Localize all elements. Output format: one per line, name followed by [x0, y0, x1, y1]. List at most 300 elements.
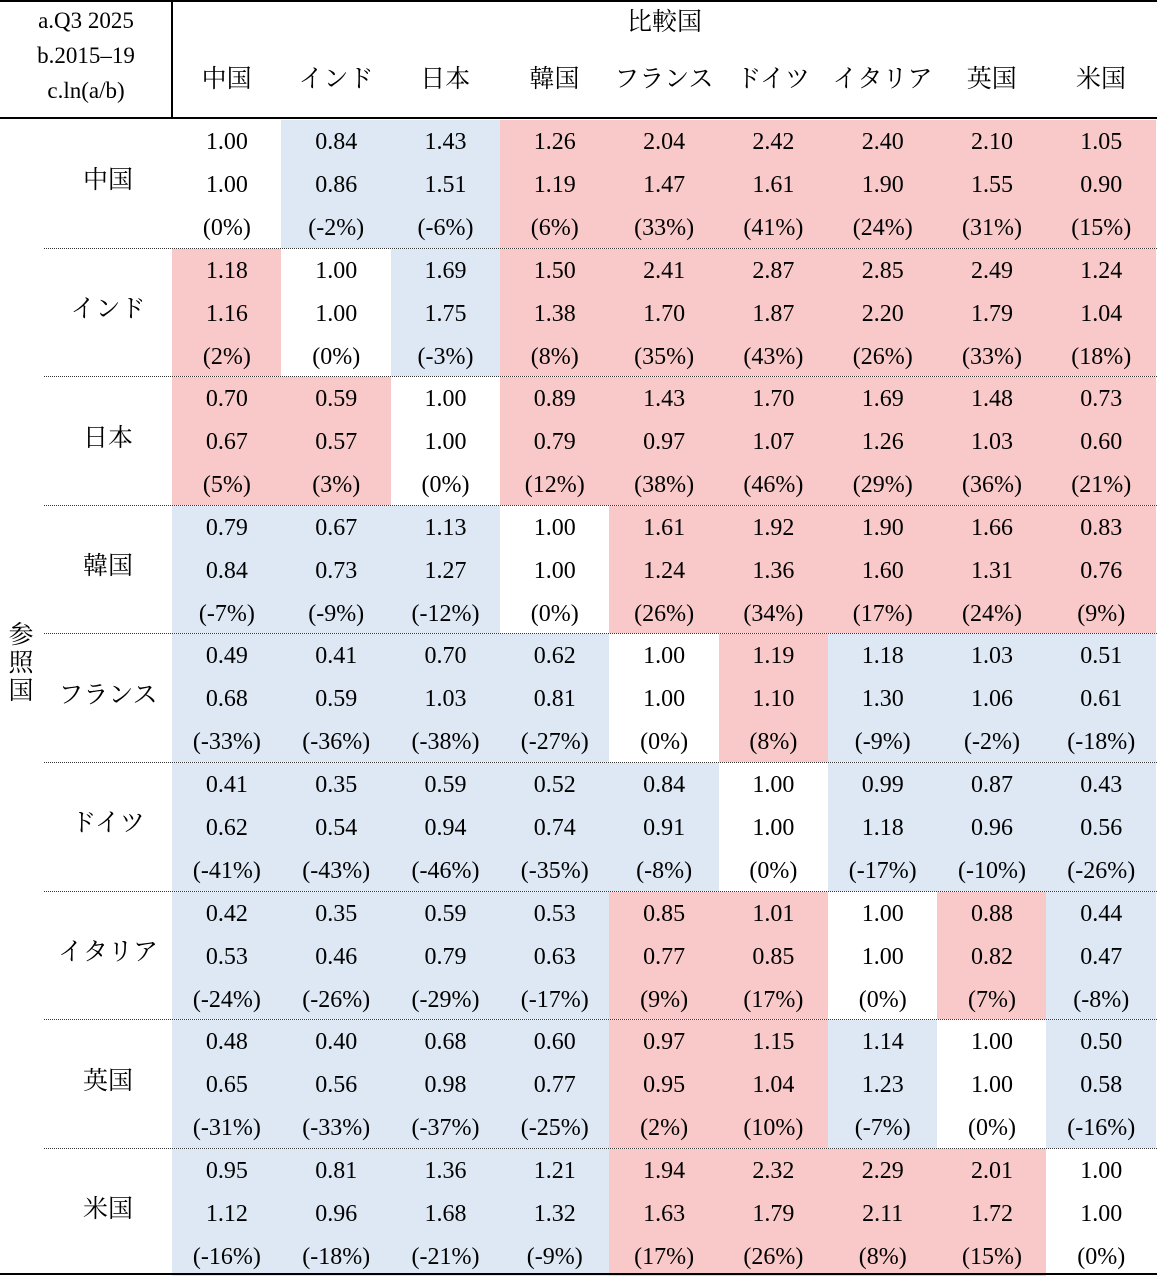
value-c: (-12%) [411, 600, 480, 627]
value-b: 1.61 [752, 172, 795, 198]
table-cell [281, 763, 391, 891]
table-cell [937, 892, 1047, 1020]
value-b: 1.00 [752, 815, 795, 841]
value-b: 0.73 [315, 557, 358, 584]
value-a: 0.87 [970, 772, 1013, 798]
column-header: 韓国 [529, 66, 580, 93]
value-b: 1.16 [205, 300, 248, 327]
table-cell [391, 763, 501, 891]
value-c: (-9%) [526, 1243, 583, 1270]
row-header: ドイツ [71, 810, 145, 838]
value-b: 0.62 [205, 815, 248, 841]
table-cell [281, 120, 391, 248]
value-b: 1.03 [424, 686, 467, 713]
value-a: 1.94 [643, 1157, 686, 1184]
value-a: 0.73 [1080, 386, 1123, 413]
value-c: (17%) [743, 986, 804, 1013]
table-cell [828, 506, 938, 634]
value-a: 0.85 [643, 900, 686, 927]
value-c: (-46%) [411, 858, 480, 884]
value-b: 2.11 [862, 1200, 904, 1227]
table-cell [609, 120, 719, 248]
value-b: 1.79 [970, 300, 1013, 327]
value-a: 1.43 [424, 129, 467, 155]
value-a: 1.03 [970, 643, 1013, 670]
value-b: 0.47 [1080, 943, 1123, 970]
table-cell [281, 377, 391, 505]
value-c: (17%) [634, 1243, 695, 1270]
table-cell [719, 249, 829, 377]
value-b: 1.90 [861, 172, 904, 198]
value-c: (-29%) [411, 986, 480, 1013]
table-cell [828, 120, 938, 248]
value-c: (-38%) [411, 729, 480, 756]
value-a: 2.49 [970, 257, 1013, 284]
top-rule [0, 0, 1157, 2]
value-c: (-33%) [302, 1115, 371, 1142]
table-cell [1046, 120, 1156, 248]
value-c: (-26%) [302, 986, 371, 1013]
value-b: 1.26 [861, 429, 904, 456]
table-cell [391, 892, 501, 1020]
value-c: (-18%) [302, 1243, 371, 1270]
value-c: (29%) [852, 472, 913, 499]
value-a: 1.00 [861, 900, 904, 927]
value-a: 1.00 [970, 1029, 1013, 1056]
value-b: 0.63 [533, 943, 576, 970]
table-cell [609, 634, 719, 762]
value-c: (26%) [634, 600, 695, 627]
table-cell [1046, 763, 1156, 891]
value-b: 1.79 [752, 1200, 795, 1227]
table-cell [172, 892, 282, 1020]
table-cell [281, 249, 391, 377]
value-a: 0.62 [533, 643, 576, 670]
value-c: (12%) [524, 472, 585, 499]
value-b: 1.70 [643, 300, 686, 327]
value-b: 0.56 [315, 1072, 358, 1099]
value-b: 1.38 [533, 300, 576, 327]
table-cell [609, 1020, 719, 1148]
value-b: 0.94 [424, 815, 467, 841]
value-c: (9%) [640, 986, 689, 1013]
value-a: 1.14 [861, 1029, 904, 1056]
value-a: 2.10 [970, 129, 1013, 155]
table-cell [609, 763, 719, 891]
value-b: 0.86 [315, 172, 358, 198]
value-c: (-16%) [192, 1243, 261, 1270]
column-header: インド [298, 66, 374, 93]
value-b: 1.06 [970, 686, 1013, 713]
value-c: (-17%) [848, 858, 917, 884]
table-cell [828, 1149, 938, 1276]
value-c: (-7%) [198, 600, 255, 627]
table-cell [828, 249, 938, 377]
value-c: (24%) [852, 215, 913, 241]
value-b: 0.67 [205, 429, 248, 456]
value-a: 1.00 [424, 386, 467, 413]
value-a: 0.89 [533, 386, 576, 413]
column-header: 中国 [201, 66, 252, 93]
value-a: 0.99 [861, 772, 904, 798]
value-b: 1.00 [533, 557, 576, 584]
bottom-rule [0, 1273, 1157, 1275]
value-b: 0.53 [205, 943, 248, 970]
value-c: (-35%) [520, 858, 589, 884]
row-separator [44, 505, 1157, 506]
value-a: 0.43 [1080, 772, 1123, 798]
value-a: 1.19 [752, 643, 795, 670]
value-b: 1.55 [970, 172, 1013, 198]
table-cell [937, 249, 1047, 377]
value-c: (-36%) [302, 729, 371, 756]
value-c: (38%) [634, 472, 695, 499]
value-c: (18%) [1071, 343, 1132, 370]
value-a: 0.70 [424, 643, 467, 670]
value-a: 1.69 [424, 257, 467, 284]
value-b: 1.30 [861, 686, 904, 713]
table-cell [719, 1149, 829, 1276]
value-c: (0%) [202, 215, 251, 241]
table-cell [719, 892, 829, 1020]
table-cell [1046, 634, 1156, 762]
value-a: 0.35 [315, 772, 358, 798]
table-cell [828, 1020, 938, 1148]
table-cell [500, 377, 610, 505]
value-b: 1.00 [643, 686, 686, 713]
table-cell [937, 1020, 1047, 1148]
value-b: 0.96 [970, 815, 1013, 841]
value-b: 0.77 [643, 943, 686, 970]
value-c: (-2%) [964, 729, 1020, 756]
value-b: 1.24 [643, 557, 686, 584]
table-cell [172, 763, 282, 891]
table-cell [500, 120, 610, 248]
table-cell [937, 634, 1047, 762]
value-b: 1.23 [861, 1072, 904, 1099]
value-a: 2.85 [861, 257, 904, 284]
value-b: 1.31 [970, 557, 1013, 584]
row-separator [44, 891, 1157, 892]
value-c: (6%) [530, 215, 579, 241]
row-header: 英国 [82, 1067, 133, 1095]
value-a: 0.49 [205, 643, 248, 670]
value-a: 0.35 [315, 900, 358, 927]
table-cell [281, 892, 391, 1020]
value-c: (-8%) [1073, 986, 1130, 1013]
value-a: 0.59 [424, 900, 467, 927]
value-a: 0.41 [205, 772, 248, 798]
value-a: 1.05 [1080, 129, 1123, 155]
table-cell [172, 1149, 282, 1276]
value-a: 0.67 [315, 514, 358, 541]
value-b: 0.77 [533, 1072, 576, 1099]
value-a: 1.18 [205, 257, 248, 284]
table-cell [1046, 1020, 1156, 1148]
value-a: 0.60 [533, 1029, 576, 1056]
value-c: (-27%) [520, 729, 589, 756]
value-a: 0.79 [205, 514, 248, 541]
value-c: (0%) [312, 343, 361, 370]
value-b: 1.32 [533, 1200, 576, 1227]
value-c: (0%) [421, 472, 470, 499]
table-cell [172, 249, 282, 377]
value-a: 1.01 [752, 900, 795, 927]
value-a: 2.32 [752, 1157, 795, 1184]
value-a: 1.43 [643, 386, 686, 413]
value-a: 0.52 [533, 772, 576, 798]
value-a: 0.44 [1080, 900, 1123, 927]
table-cell [828, 634, 938, 762]
value-b: 0.79 [424, 943, 467, 970]
value-a: 1.70 [752, 386, 795, 413]
value-b: 1.87 [752, 300, 795, 327]
value-b: 1.19 [533, 172, 576, 198]
table-cell [172, 120, 282, 248]
row-header: 中国 [82, 167, 133, 195]
value-a: 0.50 [1080, 1029, 1123, 1056]
value-c: (-3%) [417, 343, 474, 370]
value-c: (2%) [640, 1115, 689, 1142]
value-b: 0.61 [1080, 686, 1123, 713]
value-a: 1.50 [533, 257, 576, 284]
table-cell [172, 506, 282, 634]
table-cell [828, 892, 938, 1020]
value-c: (2%) [202, 343, 251, 370]
value-b: 0.95 [643, 1072, 686, 1099]
value-c: (-9%) [308, 600, 365, 627]
table-cell [500, 249, 610, 377]
value-b: 0.84 [205, 557, 248, 584]
row-header: 米国 [82, 1196, 133, 1224]
value-c: (-16%) [1067, 1115, 1136, 1142]
value-a: 2.04 [643, 129, 686, 155]
value-b: 0.65 [205, 1072, 248, 1099]
value-b: 0.59 [315, 686, 358, 713]
value-a: 1.48 [970, 386, 1013, 413]
value-b: 0.82 [970, 943, 1013, 970]
value-a: 0.83 [1080, 514, 1123, 541]
table-cell [500, 1149, 610, 1276]
table-cell [500, 763, 610, 891]
value-b: 0.60 [1080, 429, 1123, 456]
value-a: 0.40 [315, 1029, 358, 1056]
value-c: (24%) [962, 600, 1022, 627]
value-c: (15%) [1071, 215, 1132, 241]
column-header: 米国 [1076, 66, 1127, 93]
table-cell [281, 634, 391, 762]
value-a: 0.51 [1080, 643, 1123, 670]
value-b: 0.98 [424, 1072, 467, 1099]
row-separator [44, 762, 1157, 763]
row-header: インド [70, 295, 146, 323]
value-a: 2.40 [861, 129, 904, 155]
value-a: 1.00 [1080, 1157, 1123, 1184]
value-a: 0.70 [205, 386, 248, 413]
value-a: 1.26 [533, 129, 576, 155]
value-a: 1.18 [861, 643, 904, 670]
value-a: 0.59 [424, 772, 467, 798]
value-c: (-41%) [192, 858, 261, 884]
table-cell [609, 377, 719, 505]
value-c: (10%) [743, 1115, 804, 1142]
row-separator [44, 1019, 1157, 1020]
table-cell [719, 763, 829, 891]
reference-country-header: 参 照 国 [8, 622, 34, 705]
value-c: (-10%) [958, 858, 1026, 884]
value-a: 1.36 [424, 1157, 467, 1184]
value-b: 1.10 [752, 686, 795, 713]
value-b: 0.46 [315, 943, 358, 970]
value-a: 0.42 [205, 900, 248, 927]
value-c: (43%) [743, 343, 804, 370]
table-cell [172, 634, 282, 762]
header-rule [0, 117, 1157, 119]
column-header: フランス [614, 66, 714, 93]
table-cell [500, 892, 610, 1020]
value-b: 0.54 [315, 815, 358, 841]
value-c: (33%) [962, 343, 1022, 370]
table-cell [1046, 1149, 1156, 1276]
table-cell [391, 377, 501, 505]
value-b: 0.58 [1080, 1072, 1123, 1099]
table-cell [937, 377, 1047, 505]
value-c: (31%) [962, 215, 1022, 241]
value-b: 0.57 [315, 429, 358, 456]
value-b: 1.12 [205, 1200, 248, 1227]
value-c: (17%) [852, 600, 913, 627]
table-cell [1046, 892, 1156, 1020]
table-cell [391, 1020, 501, 1148]
row-separator [44, 1148, 1157, 1149]
comparison-country-header: 比較国 [626, 9, 702, 36]
value-b: 0.79 [533, 429, 576, 456]
value-b: 1.07 [752, 429, 795, 456]
table-cell [937, 120, 1047, 248]
value-a: 1.92 [752, 514, 795, 541]
value-a: 1.00 [533, 514, 576, 541]
value-c: (-31%) [192, 1115, 261, 1142]
table-cell [609, 892, 719, 1020]
value-a: 1.00 [315, 257, 358, 284]
value-c: (26%) [743, 1243, 804, 1270]
value-b: 1.00 [970, 1072, 1013, 1099]
value-b: 1.27 [424, 557, 467, 584]
table-cell [281, 1020, 391, 1148]
value-a: 0.97 [643, 1029, 686, 1056]
table-cell [828, 377, 938, 505]
value-c: (8%) [858, 1243, 907, 1270]
value-b: 1.00 [205, 172, 248, 198]
table-cell [391, 249, 501, 377]
value-b: 1.51 [424, 172, 467, 198]
value-c: (-26%) [1067, 858, 1136, 884]
value-b: 1.00 [424, 429, 467, 456]
legend-c: c.ln(a/b) [47, 78, 125, 103]
value-c: (-9%) [854, 729, 911, 756]
table-cell [719, 1020, 829, 1148]
row-header: イタリア [57, 938, 158, 966]
value-b: 0.74 [533, 815, 576, 841]
value-c: (15%) [962, 1243, 1022, 1270]
value-b: 1.68 [424, 1200, 467, 1227]
value-a: 1.13 [424, 514, 467, 541]
column-header: イタリア [832, 66, 933, 93]
value-b: 0.68 [205, 686, 248, 713]
table-cell [719, 634, 829, 762]
value-c: (-17%) [520, 986, 589, 1013]
legend-b: b.2015–19 [37, 43, 135, 68]
table-cell [719, 120, 829, 248]
value-a: 1.61 [643, 514, 686, 541]
value-c: (5%) [202, 472, 251, 499]
row-separator [44, 633, 1157, 634]
value-c: (34%) [743, 600, 804, 627]
table-cell [172, 1020, 282, 1148]
value-b: 1.00 [1080, 1200, 1123, 1227]
value-b: 1.63 [643, 1200, 686, 1227]
header-divider [171, 0, 173, 119]
value-b: 1.36 [752, 557, 795, 584]
value-c: (21%) [1071, 472, 1132, 499]
value-a: 2.29 [861, 1157, 904, 1184]
table-cell [1046, 506, 1156, 634]
row-header: 韓国 [82, 553, 133, 581]
row-separator [44, 248, 1157, 249]
value-b: 1.47 [643, 172, 686, 198]
value-b: 1.03 [970, 429, 1013, 456]
value-b: 1.18 [861, 815, 904, 841]
value-b: 1.60 [861, 557, 904, 584]
value-b: 1.04 [752, 1072, 795, 1099]
value-c: (0%) [749, 858, 798, 884]
value-c: (-43%) [302, 858, 371, 884]
table-cell [1046, 377, 1156, 505]
value-c: (0%) [858, 986, 907, 1013]
table-cell [391, 506, 501, 634]
value-a: 1.00 [752, 772, 795, 798]
value-b: 0.81 [533, 686, 576, 713]
value-c: (0%) [640, 729, 689, 756]
value-a: 1.24 [1080, 257, 1123, 284]
value-c: (-21%) [411, 1243, 480, 1270]
value-a: 0.95 [205, 1157, 248, 1184]
table-cell [172, 377, 282, 505]
value-c: (0%) [530, 600, 579, 627]
value-c: (-2%) [308, 215, 365, 241]
value-c: (26%) [852, 343, 913, 370]
value-b: 2.20 [861, 300, 904, 327]
value-a: 1.69 [861, 386, 904, 413]
value-b: 0.56 [1080, 815, 1123, 841]
value-b: 0.85 [752, 943, 795, 970]
value-a: 1.00 [205, 129, 248, 155]
table-cell [609, 1149, 719, 1276]
table-cell [281, 506, 391, 634]
value-c: (-18%) [1067, 729, 1136, 756]
table-cell [391, 120, 501, 248]
table-cell [500, 506, 610, 634]
value-c: (8%) [749, 729, 798, 756]
value-b: 0.97 [643, 429, 686, 456]
legend-a: a.Q3 2025 [38, 8, 134, 33]
value-b: 1.00 [861, 943, 904, 970]
value-c: (33%) [634, 215, 695, 241]
value-c: (-37%) [411, 1115, 480, 1142]
table-cell [281, 1149, 391, 1276]
value-a: 1.21 [533, 1157, 576, 1184]
value-b: 1.00 [315, 300, 358, 327]
